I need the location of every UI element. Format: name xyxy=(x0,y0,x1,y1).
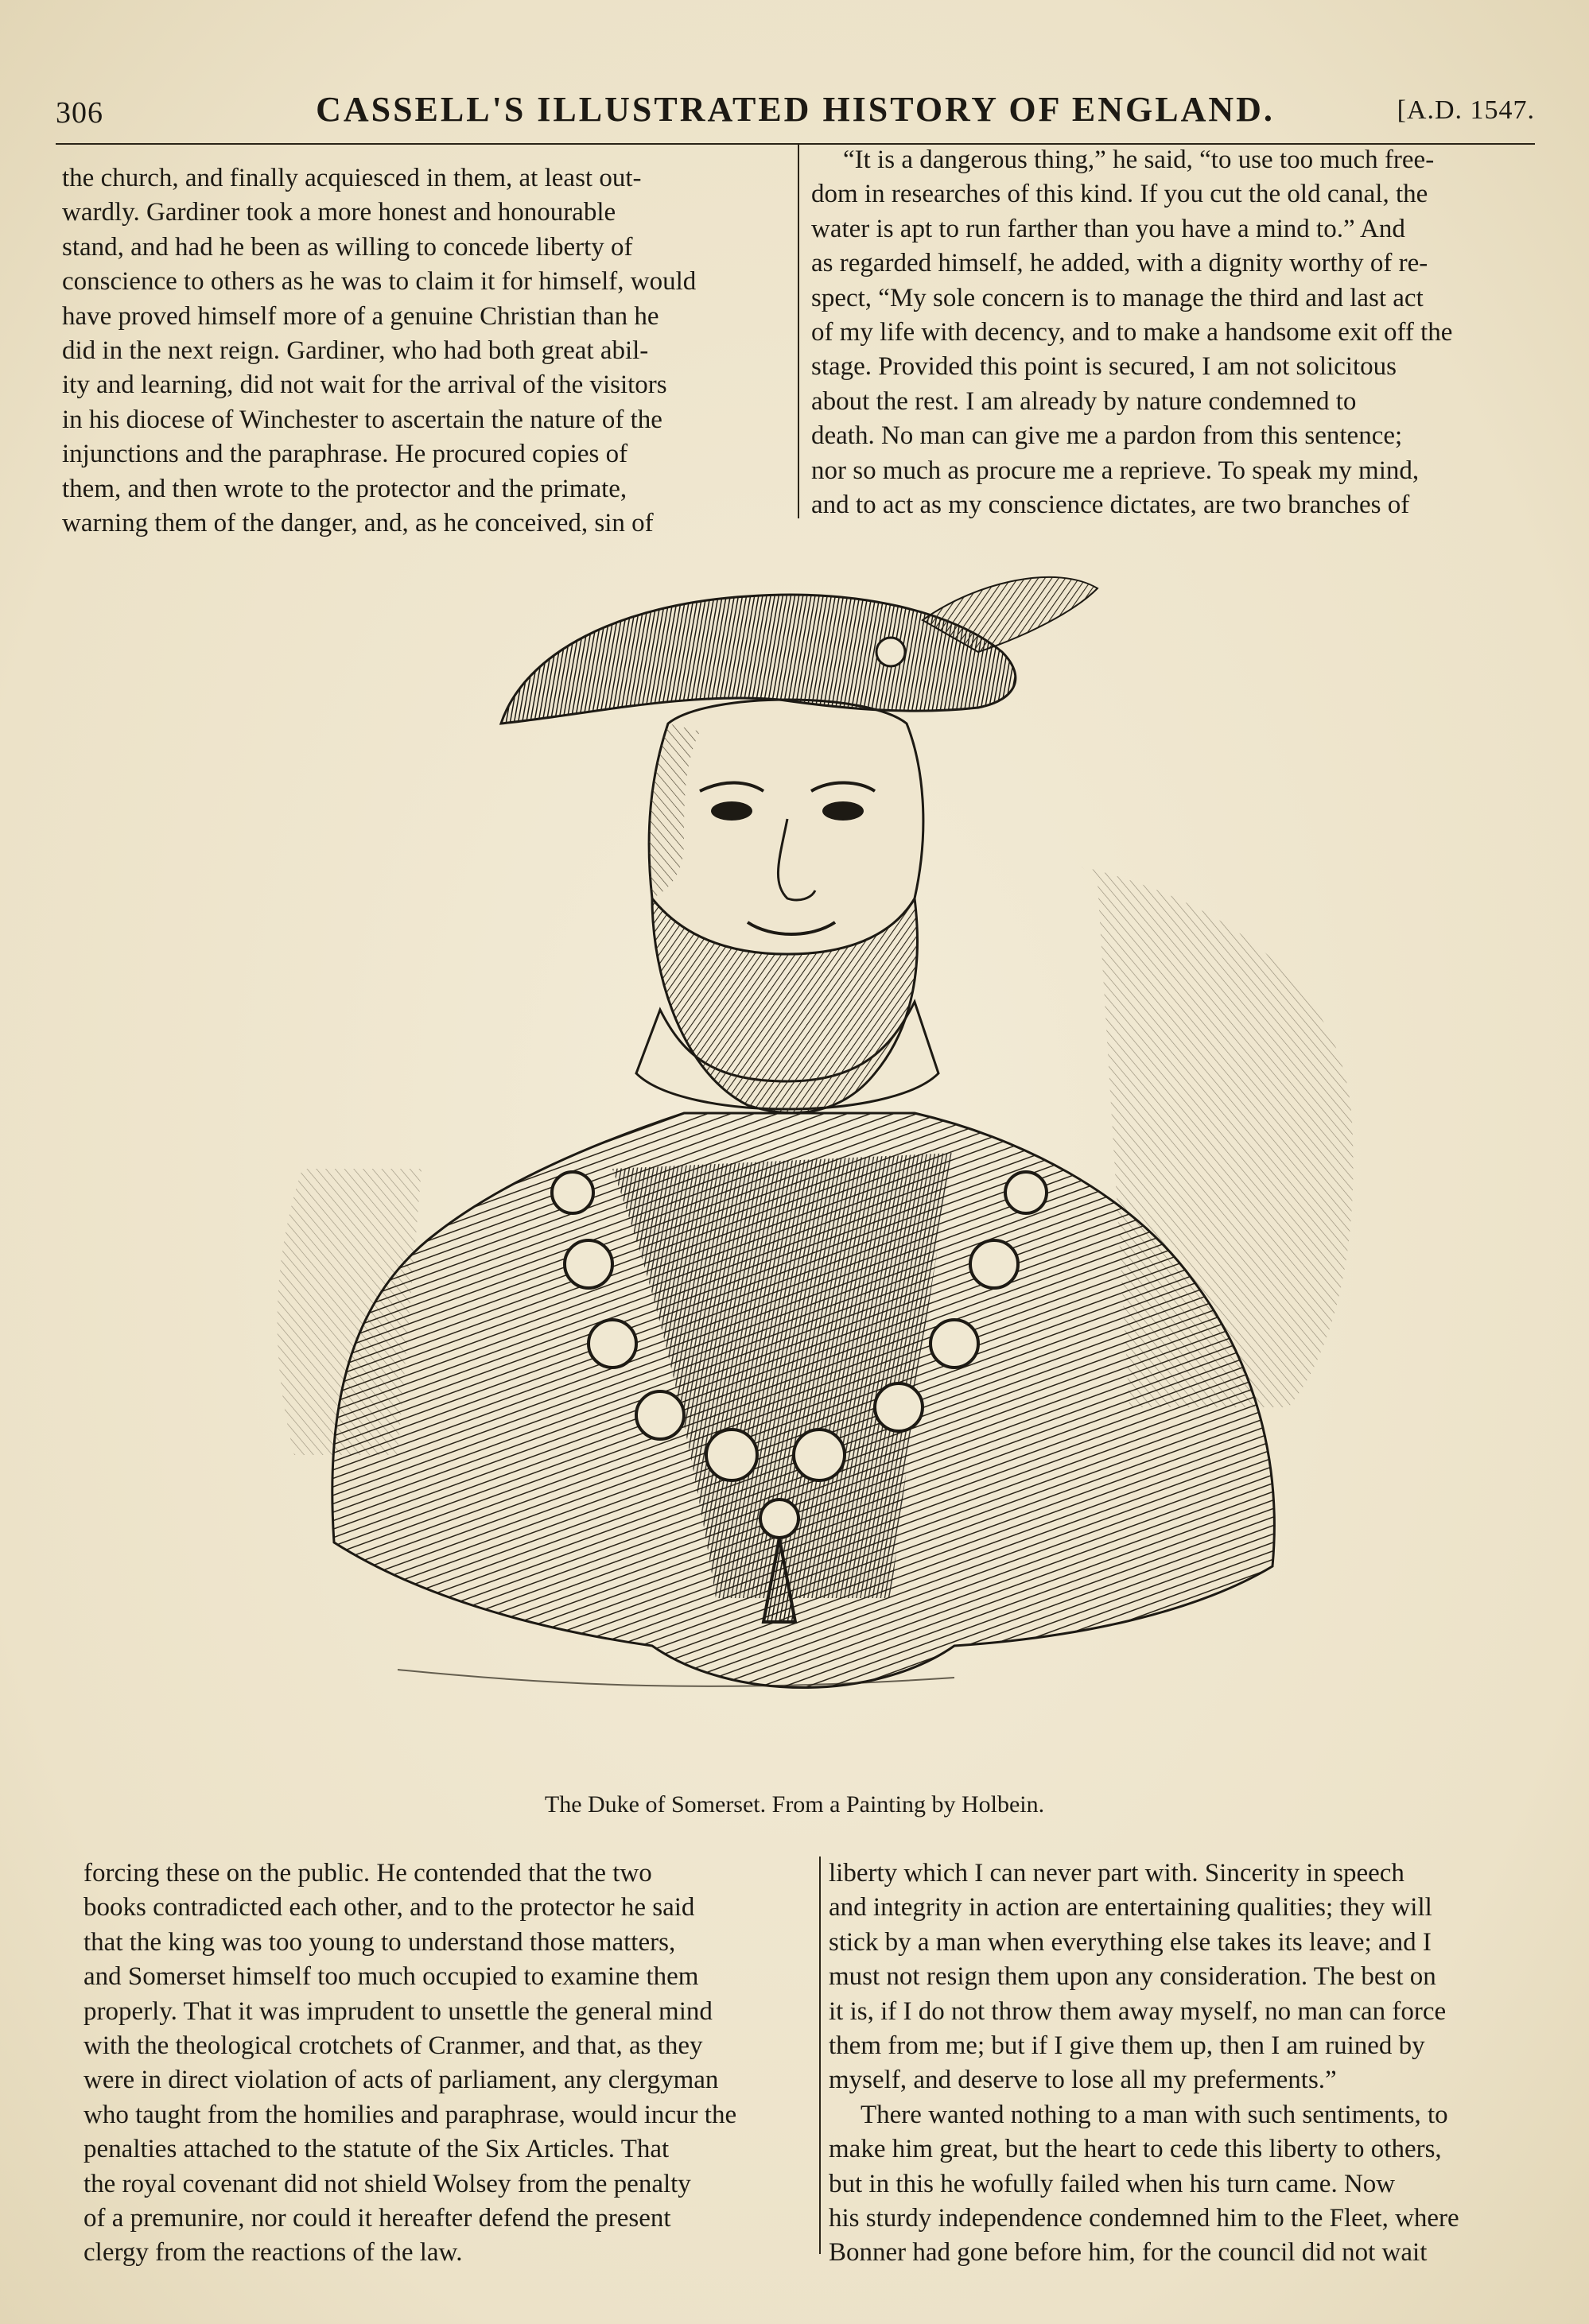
text-line: warning them of the danger, and, as he conceived, sin of xyxy=(62,509,654,538)
text-line: death. No man can give me a pardon from this sentence; xyxy=(811,421,1403,451)
text-line: as regarded himself, he added, with a dignity worthy of re- xyxy=(811,249,1428,278)
date-marker: [A.D. 1547. xyxy=(1397,95,1535,125)
text-line: injunctions and the paraphrase. He procured copies of xyxy=(62,440,628,469)
text-line: liberty which I can never part with. Sincerity in speech xyxy=(829,1859,1404,1888)
top-right-column xyxy=(811,143,1531,522)
text-line: and integrity in action are entertaining qualities; they will xyxy=(829,1893,1432,1922)
hat-jewel xyxy=(876,638,905,666)
text-line: ity and learning, did not wait for the arrival of the visitors xyxy=(62,371,667,400)
text-line: the church, and finally acquiesced in them, at least out- xyxy=(62,164,642,192)
eye-right xyxy=(822,801,864,821)
text-line: stand, and had he been as willing to concede liberty of xyxy=(62,232,633,262)
text-line: his sturdy independence condemned him to the Fleet, where xyxy=(829,2204,1459,2233)
text-line: penalties attached to the statute of the Six Articles. That xyxy=(84,2135,670,2164)
text-line: them, and then wrote to the protector and the primate, xyxy=(62,474,627,503)
text-line: “It is a dangerous thing,” he said, “to use too much free- xyxy=(843,145,1435,174)
text-line: of a premunire, nor could it hereafter defend the present xyxy=(84,2204,671,2233)
text-line: it is, if I do not throw them away myself, no man can force xyxy=(829,1996,1447,2026)
text-line: dom in researches of this kind. If you cut the old canal, the xyxy=(811,180,1428,209)
figure-caption: The Duke of Somerset. From a Painting by Holbein. xyxy=(544,1791,1045,1818)
text-line: Bonner had gone before him, for the council did not wait xyxy=(829,2238,1428,2268)
text-line: that the king was too young to understand those matters, xyxy=(84,1927,676,1957)
bottom-right-column xyxy=(829,1856,1551,2271)
text-line: but in this he wofully failed when his turn came. Now xyxy=(829,2169,1396,2198)
text-line: books contradicted each other, and to the protector he said xyxy=(84,1893,695,1922)
text-line: properly. That it was imprudent to unsettle the general mind xyxy=(84,1996,713,2026)
bottom-column-divider xyxy=(819,1856,821,2254)
text-line: myself, and deserve to lose all my preferments.” xyxy=(829,2066,1337,2095)
top-left-column xyxy=(62,161,802,541)
text-line: in his diocese of Winchester to ascertain the nature of the xyxy=(62,405,662,434)
text-line: them from me; but if I give them up, then I am ruined by xyxy=(829,2031,1425,2061)
page-number: 306 xyxy=(56,96,103,130)
text-line: nor so much as procure me a reprieve. To speak my mind, xyxy=(811,456,1420,485)
running-title: CASSELL'S ILLUSTRATED HISTORY OF ENGLAND. xyxy=(316,90,1275,129)
text-line: clergy from the reactions of the law. xyxy=(84,2238,463,2268)
portrait-engraving xyxy=(239,565,1376,1741)
text-line: about the rest. I am already by nature condemned to xyxy=(811,386,1357,416)
text-line: spect, “My sole concern is to manage the third and last act xyxy=(811,283,1424,312)
text-line: make him great, but the heart to cede this liberty to others, xyxy=(829,2135,1442,2164)
text-line: were in direct violation of acts of parliament, any clergyman xyxy=(84,2066,719,2095)
text-line: stage. Provided this point is secured, I am not solicitous xyxy=(811,352,1397,382)
text-line: did in the next reign. Gardiner, who had both great abil- xyxy=(62,336,649,366)
text-line: of my life with decency, and to make a handsome exit off the xyxy=(811,318,1453,347)
text-line: forcing these on the public. He contended that the two xyxy=(84,1859,652,1888)
running-head xyxy=(56,89,1535,137)
text-line: There wanted nothing to a man with such sentiments, to xyxy=(861,2100,1448,2129)
text-line: have proved himself more of a genuine Christian than he xyxy=(62,301,659,331)
text-line: with the theological crotchets of Cranmer, and that, as they xyxy=(84,2031,703,2061)
text-line: and Somerset himself too much occupied to examine them xyxy=(84,1962,699,1992)
text-line: wardly. Gardiner took a more honest and honourable xyxy=(62,198,616,227)
text-line: water is apt to run farther than you have a mind to.” And xyxy=(811,214,1405,243)
text-line: who taught from the homilies and paraphrase, would incur the xyxy=(84,2100,737,2129)
text-line: the royal covenant did not shield Wolsey from the penalty xyxy=(84,2169,691,2198)
text-line: and to act as my conscience dictates, are two branches of xyxy=(811,491,1410,520)
text-line: conscience to others as he was to claim it for himself, would xyxy=(62,267,697,297)
eye-left xyxy=(711,801,752,821)
bottom-left-column xyxy=(84,1856,811,2271)
text-line: must not resign them upon any consideration. The best on xyxy=(829,1962,1436,1992)
text-line: stick by a man when everything else takes its leave; and I xyxy=(829,1927,1432,1957)
